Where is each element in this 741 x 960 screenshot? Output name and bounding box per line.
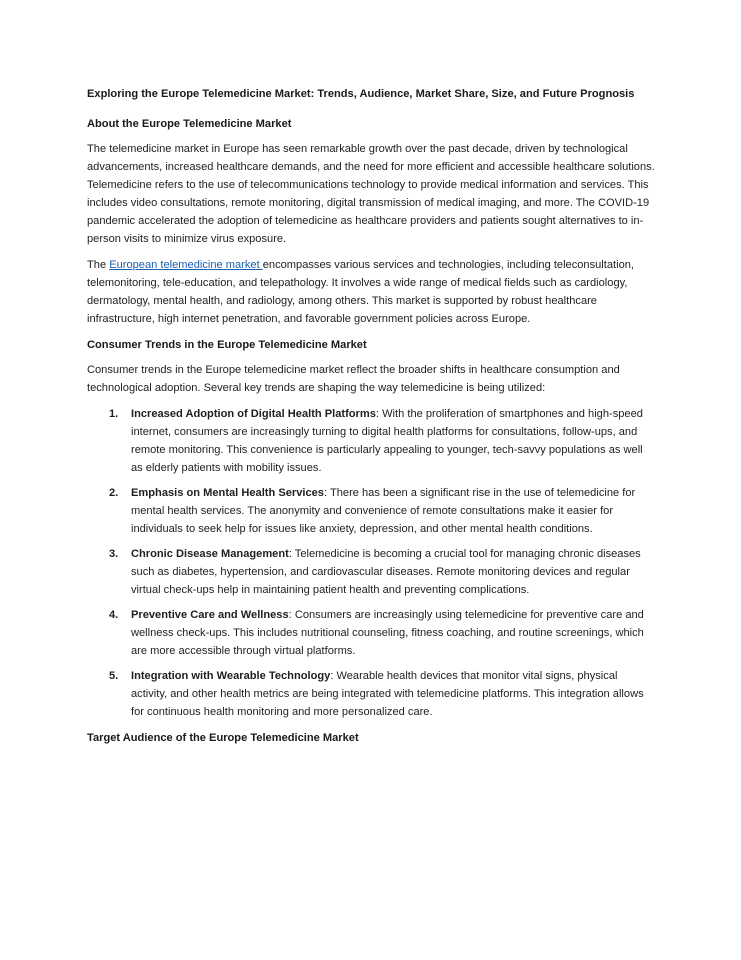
list-item-text: : Wearable health devices that monitor vital signs, physical activity, and other health metrics are being integrated with telemedicine platforms. This integration allows for continuous health monitoring and more personalized care. — [131, 669, 644, 718]
list-item-lead: Integration with Wearable Technology — [131, 669, 331, 682]
audience-heading: Target Audience of the Europe Telemedicine Market — [87, 731, 359, 744]
list-item-number: 2. — [109, 486, 119, 499]
trends-list — [87, 405, 655, 721]
list-item-number: 1. — [109, 407, 119, 420]
about-heading: About the Europe Telemedicine Market — [87, 117, 292, 130]
list-item-text: : With the proliferation of smartphones and high-speed internet, consumers are increasingly turning to digital health platforms for consultations, follow-ups, and remote monitoring. This convenience is particularly appealing to younger, tech-savvy populations as well as elderly patients with mobility issues. — [131, 407, 643, 474]
list-item-text: : Telemedicine is becoming a crucial tool for managing chronic diseases such as diabetes, hypertension, and cardiovascular diseases. Remote monitoring devices and regular virtual check-ups help in maintaining patient health and preventing complications. — [131, 547, 641, 596]
document-title: Exploring the Europe Telemedicine Market: Trends, Audience, Market Share, Size, and Future Prognosis — [87, 88, 635, 100]
trends-heading: Consumer Trends in the Europe Telemedicine Market — [87, 338, 367, 351]
list-item-lead: Increased Adoption of Digital Health Platforms — [131, 407, 376, 420]
about-paragraph-2 — [87, 256, 655, 328]
list-item-text: : Consumers are increasingly using telemedicine for preventive care and wellness check-ups. This includes nutritional counseling, fitness coaching, and routine screenings, which are more accessible through virtual platforms. — [131, 608, 644, 657]
european-telemedicine-market-link[interactable]: European telemedicine market — [109, 258, 263, 271]
list-item-number: 5. — [109, 669, 119, 682]
list-item-number: 4. — [109, 608, 119, 621]
list-item — [87, 545, 655, 599]
list-item-lead: Emphasis on Mental Health Services — [131, 486, 324, 499]
list-item — [87, 405, 655, 477]
list-item-lead: Chronic Disease Management — [131, 547, 289, 560]
trends-intro: Consumer trends in the Europe telemedicine market reflect the broader shifts in healthcare consumption and technological adoption. Several key trends are shaping the way telemedicine is being utilized: — [87, 363, 620, 394]
about-paragraph-1: The telemedicine market in Europe has seen remarkable growth over the past decade, driven by technological advancements, increased healthcare demands, and the need for more efficient and accessible healthcare solutions. Telemedicine refers to the use of telecommunications technology to provide medical information and services. This includes video consultations, remote monitoring, digital transmission of medical imaging, and more. The COVID-19 pandemic accelerated the adoption of telemedicine as healthcare providers and patients sought alternatives to in-person visits to minimize virus exposure. — [87, 142, 655, 245]
list-item — [87, 667, 655, 721]
list-item — [87, 484, 655, 538]
about-paragraph-2-suffix: encompasses various services and technologies, including teleconsultation, telemonitoring, tele-education, and telepathology. It involves a wide range of medical fields such as cardiology, dermatology, mental health, and radiology, among others. This market is supported by robust healthcare infrastructure, high internet penetration, and favorable government policies across Europe. — [87, 258, 634, 325]
list-item — [87, 606, 655, 660]
about-paragraph-2-prefix: The — [87, 258, 110, 271]
list-item-text: : There has been a significant rise in the use of telemedicine for mental health services. The anonymity and convenience of remote consultations make it easier for individuals to seek help for issues like anxiety, depression, and other mental health conditions. — [131, 486, 636, 535]
list-item-lead: Preventive Care and Wellness — [131, 608, 289, 621]
list-item-number: 3. — [109, 547, 119, 560]
